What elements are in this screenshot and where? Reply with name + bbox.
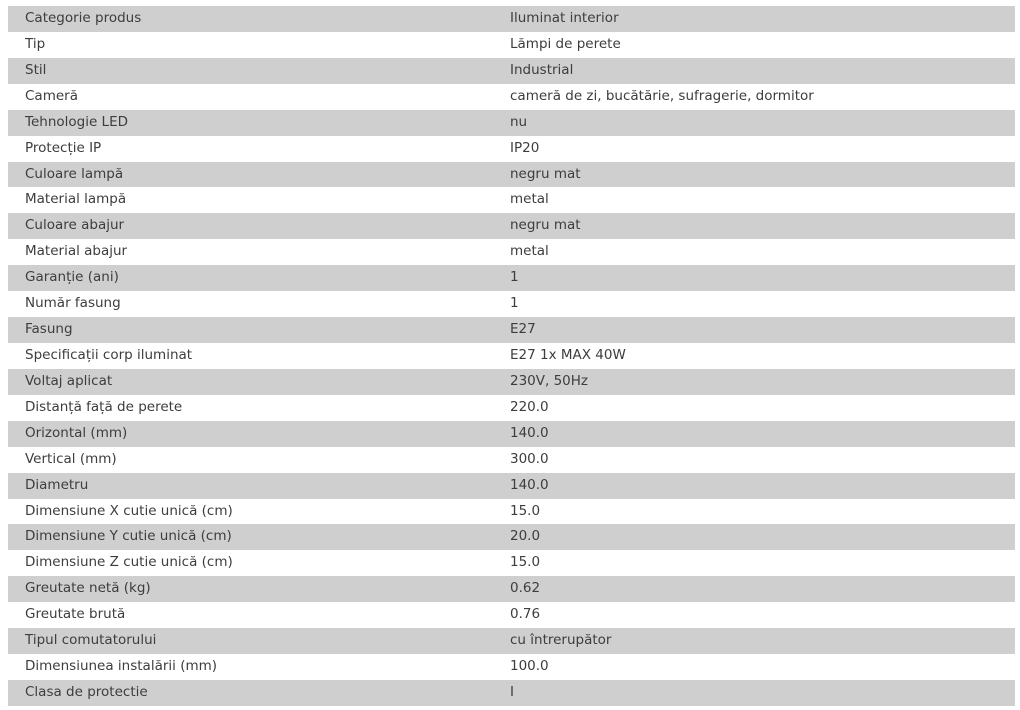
spec-label: Material lampă — [25, 191, 127, 208]
spec-row — [8, 524, 1015, 550]
spec-label: Tehnologie LED — [25, 113, 129, 130]
spec-label: Stil — [25, 61, 47, 78]
spec-value: E27 1x MAX 40W — [510, 346, 626, 363]
spec-row — [8, 447, 1015, 473]
spec-row — [8, 499, 1015, 525]
spec-value: 0.76 — [510, 606, 541, 623]
spec-value: 140.0 — [510, 424, 549, 441]
spec-label: Specificații corp iluminat — [25, 346, 193, 363]
spec-label: Fasung — [25, 321, 73, 338]
spec-label: Culoare abajur — [25, 217, 125, 234]
spec-value: 0.62 — [510, 580, 541, 597]
spec-row — [8, 602, 1015, 628]
spec-label: Dimensiunea instalării (mm) — [25, 658, 218, 675]
spec-value: Iluminat interior — [510, 10, 619, 26]
spec-row — [8, 369, 1015, 395]
spec-row — [8, 265, 1015, 291]
spec-label: Diametru — [25, 476, 89, 493]
spec-row — [8, 317, 1015, 343]
spec-label: Orizontal (mm) — [25, 424, 128, 441]
spec-value: cu întrerupător — [510, 632, 612, 649]
spec-value: 1 — [510, 269, 519, 286]
spec-value: 20.0 — [510, 528, 541, 545]
spec-label: Material abajur — [25, 243, 128, 260]
spec-row — [8, 550, 1015, 576]
spec-row — [8, 32, 1015, 58]
spec-value: 15.0 — [510, 502, 541, 519]
spec-value: cameră de zi, bucătărie, sufragerie, dormitor — [510, 87, 814, 104]
spec-row — [8, 136, 1015, 162]
spec-label: Distanță față de perete — [25, 398, 183, 415]
spec-value: 100.0 — [510, 658, 549, 675]
spec-value: 300.0 — [510, 450, 549, 467]
spec-label: Culoare lampă — [25, 165, 124, 182]
spec-label: Tip — [25, 35, 46, 52]
spec-value: I — [510, 683, 514, 700]
spec-label: Dimensiune X cutie unică (cm) — [25, 502, 233, 519]
spec-value: negru mat — [510, 165, 581, 182]
spec-row — [8, 84, 1015, 110]
spec-value: E27 — [510, 321, 536, 338]
spec-label: Cameră — [25, 87, 78, 104]
spec-row — [8, 239, 1015, 265]
spec-label: Protecție IP — [25, 139, 102, 156]
spec-row — [8, 680, 1015, 706]
spec-row — [8, 110, 1015, 136]
spec-table-body — [8, 6, 1015, 706]
spec-value: 230V, 50Hz — [510, 372, 589, 389]
spec-value: 220.0 — [510, 398, 549, 415]
spec-label: Greutate netă (kg) — [25, 580, 151, 597]
spec-row — [8, 576, 1015, 602]
spec-row — [8, 654, 1015, 680]
spec-row — [8, 473, 1015, 499]
spec-row — [8, 213, 1015, 239]
spec-value: metal — [510, 191, 549, 208]
spec-label: Garanție (ani) — [25, 269, 119, 286]
spec-label: Număr fasung — [25, 295, 121, 312]
spec-value: negru mat — [510, 217, 581, 234]
spec-value: nu — [510, 113, 528, 130]
spec-row — [8, 291, 1015, 317]
spec-row — [8, 58, 1015, 84]
spec-label: Dimensiune Y cutie unică (cm) — [25, 528, 232, 545]
spec-label: Tipul comutatorului — [25, 632, 157, 649]
spec-label: Clasa de protectie — [25, 683, 148, 700]
spec-row — [8, 628, 1015, 654]
spec-label: Dimensiune Z cutie unică (cm) — [25, 554, 233, 571]
spec-value: 15.0 — [510, 554, 541, 571]
spec-value: metal — [510, 243, 549, 260]
spec-row — [8, 187, 1015, 213]
spec-row — [8, 395, 1015, 421]
spec-label: Vertical (mm) — [25, 450, 117, 467]
spec-value: Industrial — [510, 61, 574, 78]
spec-row — [8, 6, 1015, 32]
spec-value: 1 — [510, 295, 519, 312]
spec-label: Greutate brută — [25, 606, 126, 623]
spec-value: Lămpi de perete — [510, 35, 621, 52]
spec-label: Categorie produs — [25, 10, 142, 26]
spec-value: 140.0 — [510, 476, 549, 493]
spec-label: Voltaj aplicat — [25, 372, 113, 389]
spec-row — [8, 343, 1015, 369]
spec-value: IP20 — [510, 139, 540, 156]
spec-row — [8, 162, 1015, 188]
product-spec-table — [8, 6, 1015, 706]
spec-row — [8, 421, 1015, 447]
